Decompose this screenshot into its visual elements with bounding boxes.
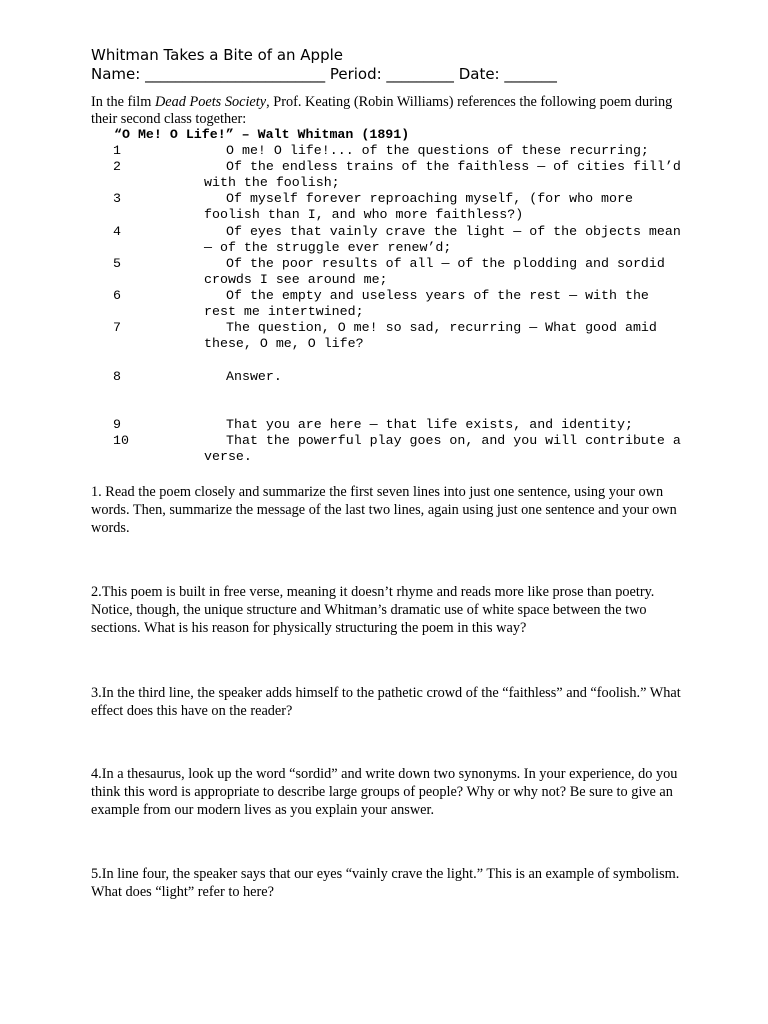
poem-line-text: Of the empty and useless years of the rest — with the rest me intertwined;: [204, 288, 649, 320]
intro-text-after: , Prof. Keating (Robin Williams) references the following poem during their second class together:: [91, 94, 673, 127]
question-5: 5.In line four, the speaker says that our eyes “vainly crave the light.” This is an example of symbolism. What does “light” refer to here?: [91, 866, 680, 900]
poem-line-text: The question, O me! so sad, recurring — What good amid these, O me, O life?: [204, 320, 657, 352]
poem-line-number: 5: [113, 256, 121, 271]
poem-line-number: 1: [113, 143, 121, 158]
worksheet-title: Whitman Takes a Bite of an Apple: [91, 46, 343, 64]
poem-line-number: 3: [113, 191, 121, 206]
poem-line-number: 6: [113, 288, 121, 303]
question-1: 1. Read the poem closely and summarize the first seven lines into just one sentence, using your own words. Then, summarize the message of the last two lines, again using just one sentence and your own words.: [91, 484, 677, 536]
poem-line-number: 10: [113, 433, 129, 448]
poem-line-number: 4: [113, 224, 121, 239]
film-title: Dead Poets Society: [154, 94, 267, 110]
poem-line-text: That the powerful play goes on, and you will contribute a verse.: [204, 433, 681, 465]
poem-line-text: O me! O life!... of the questions of these recurring;: [226, 143, 649, 158]
question-2: 2.This poem is built in free verse, meaning it doesn’t rhyme and reads more like prose than poetry. Notice, though, the unique structure and Whitman’s dramatic use of white space between the two sections. What is his reason for physically structuring the poem in this way?: [91, 584, 655, 636]
poem-line-number: 7: [113, 320, 121, 335]
question-3: 3.In the third line, the speaker adds himself to the pathetic crowd of the “faithless” and “foolish.” What effect does this have on the reader?: [91, 685, 681, 719]
poem-line-number: 2: [113, 159, 121, 174]
intro-text-before: In the film: [91, 94, 155, 110]
poem-line-text: Answer.: [226, 369, 282, 384]
poem-line-text: Of the poor results of all — of the plodding and sordid crowds I see around me;: [204, 256, 665, 288]
poem-line-text: Of eyes that vainly crave the light — of the objects mean — of the struggle ever renew’d;: [204, 224, 681, 256]
poem-line-number: 8: [113, 369, 121, 384]
intro-paragraph: [91, 94, 691, 128]
poem-line-text: That you are here — that life exists, and identity;: [226, 417, 633, 432]
poem-line-text: Of the endless trains of the faithless — of cities fill’d with the foolish;: [204, 159, 681, 191]
name-period-date-line: Name: ________________________ Period: _________ Date: _______: [91, 65, 557, 83]
question-4: 4.In a thesaurus, look up the word “sordid” and write down two synonyms. In your experience, do you think this word is appropriate to describe large groups of people? Why or why not? Be sure to give an example from our modern lives as you explain your answer.: [91, 766, 678, 818]
poem-line-text: Of myself forever reproaching myself, (for who more foolish than I, and who more faithless?): [204, 191, 633, 223]
poem-line-number: 9: [113, 417, 121, 432]
poem-title: “O Me! O Life!” – Walt Whitman (1891): [114, 127, 410, 142]
